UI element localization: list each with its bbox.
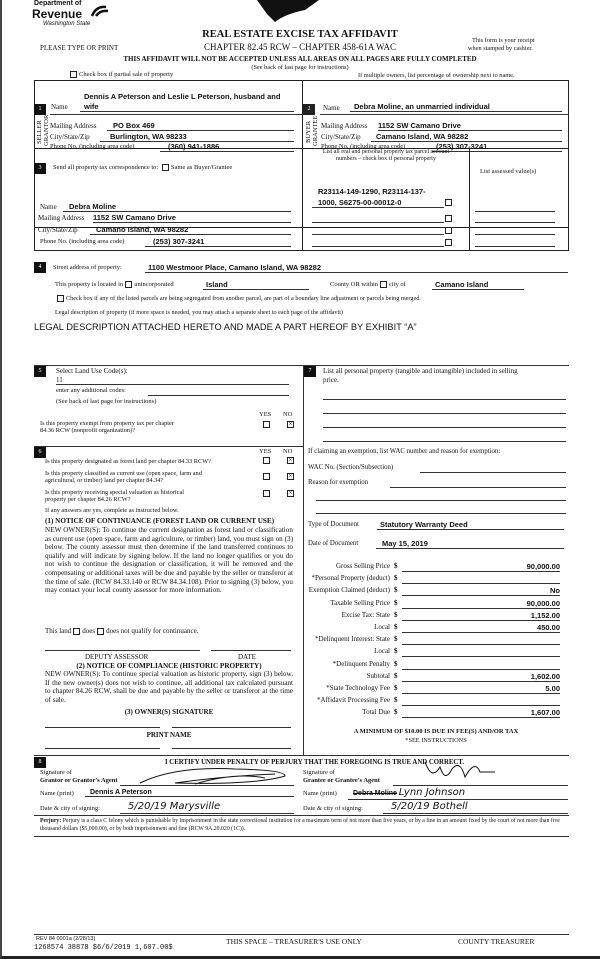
seller-phone-field[interactable]: (360) 941-1886	[160, 142, 294, 152]
doc-date-field[interactable]: May 15, 2019	[376, 539, 564, 549]
grantee-name-field[interactable]	[348, 787, 568, 800]
fee-label: Local	[374, 623, 390, 631]
partial-sale-label: Check box if partial sale of property	[79, 71, 174, 78]
buyer-city-label: City/State/Zip	[321, 133, 361, 141]
grantee-name-struck: Debra Moline	[353, 790, 397, 797]
reason-line-3[interactable]	[316, 513, 566, 514]
state-seal-shape	[255, 0, 321, 22]
grantor-date-label: Date & city of signing:	[40, 805, 100, 812]
current-use-yes-checkbox[interactable]	[263, 473, 270, 480]
perjury-text: Perjury is a class C felony which is punishable by imprisonment in the state correctional institution for a maximum term of not more than five years, or by a fine in an amount fixed by the court of not more than five thousand dollars ($5,000.00), or by both imprisonment and fine (RCW 9A.20.020 (1C)).	[40, 818, 560, 832]
fee-row	[305, 586, 565, 597]
grantee-date-label: Date & city of signing:	[303, 805, 363, 812]
fee-row	[305, 684, 565, 695]
fee-row	[305, 696, 565, 707]
wac-label: WAC No. (Section/Subsection)	[308, 464, 394, 471]
fee-row	[305, 562, 565, 573]
grantor-name-label: Name (print)	[40, 790, 74, 797]
box-divider	[302, 228, 303, 251]
currency-sign: $	[394, 684, 398, 692]
divider	[34, 755, 569, 756]
fee-row	[305, 623, 565, 634]
logo-state: Washington State	[43, 21, 91, 27]
fee-value[interactable]	[402, 696, 560, 706]
buyer-name-label: Name	[323, 104, 340, 112]
dor-logo	[28, 0, 110, 30]
divider	[34, 446, 303, 447]
buyer-grantee-label: BUYER GRANTEE	[305, 115, 319, 146]
section-number-6: 6	[34, 447, 46, 458]
reason-line-2[interactable]	[316, 500, 566, 501]
type-or-print: PLEASE TYPE OR PRINT	[40, 44, 119, 52]
buyer-name-field[interactable]: Debra Moline, an unmarried individual	[350, 102, 562, 112]
corr-phone-label: Phone No. (including area code)	[40, 238, 125, 245]
historical-yes-checkbox[interactable]	[263, 490, 270, 497]
deputy-assessor-label: DEPUTY ASSESSOR	[85, 653, 149, 661]
doc-type-label: Type of Document	[308, 521, 359, 528]
personal-property-line-1[interactable]	[323, 399, 566, 400]
if-yes-instruction: If any answers are yes, complete as instructed below.	[45, 507, 179, 514]
fee-label: *Personal Property (deduct)	[311, 574, 390, 583]
fee-value[interactable]	[402, 574, 560, 584]
parcel-header-1: List all real and personal property tax parcel account	[322, 149, 450, 155]
section-number-8: 8	[34, 757, 46, 768]
chapter-subtitle: CHAPTER 82.45 RCW – CHAPTER 458-61A WAC	[204, 42, 396, 52]
grantor-name-field[interactable]: Dennis A Peterson	[85, 789, 294, 797]
nonprofit-yes-checkbox[interactable]	[263, 421, 270, 428]
q-line: Is this property classified as current use (open space, farm and	[45, 470, 202, 477]
parcel-header	[304, 149, 468, 163]
q-line: Is this property receiving special valuation as historical	[45, 489, 185, 496]
location-row	[55, 281, 174, 288]
reason-field[interactable]	[390, 487, 566, 488]
partial-sale-checkbox-row	[68, 71, 173, 78]
legal-description-label: Legal description of property (if more space is needed, you may attach a separate sheet to each page of the affidavit)	[55, 309, 343, 316]
legal-description-text[interactable]: LEGAL DESCRIPTION ATTACHED HERETO AND MADE A PART HEREOF BY EXHIBIT “A”	[34, 322, 417, 332]
doc-date-label: Date of Document	[308, 540, 359, 547]
owner-signature-label: (3) OWNER(S) SIGNATURE	[124, 708, 214, 716]
currency-sign: $	[394, 647, 398, 656]
historical-question	[45, 489, 184, 503]
currency-sign: $	[394, 696, 398, 705]
fee-label: Taxable Selling Price	[330, 598, 390, 607]
fee-label: Exemption Claimed (deduct)	[308, 586, 390, 595]
grantor-sig-label: Signature of	[40, 769, 72, 776]
fee-row	[305, 660, 565, 671]
correspondence-label: Send all property tax correspondence to:	[53, 164, 159, 171]
seller-name-label: Name	[51, 103, 68, 111]
divider	[34, 815, 569, 816]
section-number-7: 7	[304, 366, 316, 377]
corr-city-field[interactable]: Camano Island, WA 98282	[90, 225, 291, 235]
does-not-label: does not qualify for continuance.	[106, 627, 199, 635]
notice-compliance-title: (2) NOTICE OF COMPLIANCE (HISTORIC PROPERTY)	[76, 662, 262, 670]
parcel-numbers-line2[interactable]: 1000, S6275-00-00012-0	[312, 198, 444, 208]
does-qualify-checkbox[interactable]	[73, 628, 80, 635]
divider	[34, 836, 569, 837]
grantee-signature-line[interactable]	[393, 785, 568, 786]
logo-agency: Revenue	[32, 7, 83, 21]
corr-name-field[interactable]: Debra Moline	[63, 202, 291, 212]
divider	[34, 934, 569, 935]
q-line: Is this property exempt from property tax per chapter	[40, 420, 174, 427]
currency-sign: $	[394, 623, 398, 631]
city-row	[330, 281, 406, 288]
same-as-buyer-checkbox[interactable]	[162, 164, 169, 171]
treasurer-use-label: THIS SPACE – TREASURER'S USE ONLY	[226, 937, 362, 946]
fee-label: Excise Tax: State	[341, 610, 390, 619]
q-line: 84.36 RCW (nonprofit organization)?	[40, 427, 135, 434]
buyer-address-field[interactable]: 1152 SW Camano Drive	[378, 121, 562, 131]
fee-label: *Delinquent Penalty	[332, 659, 390, 668]
fee-row	[305, 635, 565, 646]
section-number-5: 5	[34, 366, 46, 377]
minimum-due-note: A MINIMUM OF $10.00 IS DUE IN FEE(S) AND/OR TAX	[353, 728, 519, 735]
seller-name-line2[interactable]: wife	[80, 102, 294, 112]
column-divider	[303, 365, 304, 755]
additional-codes-field[interactable]	[148, 395, 289, 396]
buyer-phone-field[interactable]: (253) 307-3241	[432, 142, 562, 152]
certify-statement: I CERTIFY UNDER PENALTY OF PERJURY THAT THE FOREGOING IS TRUE AND CORRECT.	[164, 759, 465, 766]
wac-field[interactable]	[420, 472, 566, 473]
q-line: property per chapter 84.26 RCW?	[45, 496, 131, 503]
land-use-instructions: (See back of last page for instructions)	[56, 398, 157, 405]
buyer-phone-label: Phone No. (including area code)	[321, 143, 406, 150]
city-checkbox[interactable]	[380, 281, 387, 288]
corr-address-field[interactable]: 1152 SW Camano Drive	[93, 213, 291, 223]
fee-label: *Delinquent Interest: State	[314, 635, 390, 644]
current-use-no-checkbox[interactable]: ×	[288, 472, 293, 480]
no-header: NO	[283, 448, 293, 455]
grantee-date-city-field[interactable]: 5/20/19 Bothell	[383, 801, 568, 814]
grantee-name-label: Name (print)	[303, 790, 337, 797]
q-line: agricultural, or timber) land per chapter 84.34?	[45, 477, 164, 484]
this-land-label: This land	[45, 627, 72, 635]
grantee-name-handwritten: Lynn Johnson	[398, 787, 466, 798]
fee-label: *State Technology Fee	[326, 684, 390, 692]
seller-city-label: City/State/Zip	[50, 133, 90, 141]
grantor-agent-label: Grantor or Grantor's Agent	[40, 777, 118, 784]
date-label: DATE	[238, 653, 256, 661]
correspondence-row	[53, 164, 232, 171]
grantee-signature	[420, 757, 500, 784]
divider	[34, 365, 569, 366]
buyer-address-label: Mailing Address	[321, 122, 368, 130]
section-number-1: 1	[34, 104, 46, 115]
date-line[interactable]	[211, 650, 291, 651]
fee-value[interactable]: No	[402, 586, 560, 596]
current-use-question	[45, 470, 202, 484]
doc-type-field[interactable]: Statutory Warranty Deed	[377, 520, 564, 530]
fee-value[interactable]: 1,602.00	[402, 672, 560, 682]
assessed-value-1[interactable]	[475, 211, 555, 212]
section-number-4: 4	[34, 262, 46, 273]
parcel-header-2: numbers – check box if personal property	[336, 156, 436, 162]
parcel-numbers-line1[interactable]: R23114-149-1290, R23114-137-	[318, 187, 426, 196]
county-treasurer-label: COUNTY TREASURER	[458, 937, 535, 946]
print-name-line-2[interactable]	[172, 748, 291, 749]
fee-value[interactable]: 1,152.00	[402, 611, 560, 621]
fee-value[interactable]	[402, 647, 560, 657]
qualify-row	[45, 627, 198, 635]
currency-sign: $	[394, 635, 398, 644]
section-number-3: 3	[34, 163, 46, 174]
personal-property-line-4[interactable]	[323, 441, 566, 442]
street-address-label: Street address of property:	[53, 264, 122, 271]
seller-address-field[interactable]: PO Box 469	[107, 121, 294, 131]
grantor-date-city-field[interactable]: 5/20/19 Marysville	[120, 801, 294, 814]
fee-row	[305, 611, 565, 622]
personal-property-line-2[interactable]	[323, 413, 566, 414]
fee-value[interactable]: 450.00	[402, 623, 560, 633]
nonprofit-no-checkbox[interactable]: ×	[288, 420, 293, 428]
form-title: REAL ESTATE EXCISE TAX AFFIDAVIT	[202, 29, 398, 40]
corr-phone-field[interactable]: (253) 307-3241	[145, 237, 291, 247]
perjury-label: Perjury:	[40, 818, 62, 824]
partial-sale-checkbox[interactable]	[70, 71, 77, 78]
logo-wave-icon	[90, 4, 110, 18]
pp-line: price.	[323, 376, 339, 384]
currency-sign: $	[394, 610, 398, 619]
grantee-sig-label: Signature of	[303, 769, 335, 776]
forest-yes-checkbox[interactable]	[263, 457, 270, 464]
seller-phone-label: Phone No. (including area code)	[50, 143, 135, 150]
historical-no-checkbox[interactable]: ×	[288, 489, 293, 497]
fee-label: *Affidavit Processing Fee	[317, 696, 390, 705]
cashier-stamp: 1268574 38878 $6/6/2019 1,607.00$	[34, 944, 173, 952]
personal-property-checkbox-1[interactable]	[445, 199, 452, 206]
yes-header: YES	[259, 411, 272, 418]
notice-continuance-title: (1) NOTICE OF CONTINUANCE (FOREST LAND OR CURRENT USE)	[45, 517, 275, 525]
land-use-label: Select Land Use Code(s):	[56, 367, 128, 375]
form-revision: REV 84 0001a (2/28/13)	[36, 936, 96, 942]
yes-header: YES	[259, 448, 272, 455]
pp-line: List all personal property (tangible and intangible) included in selling	[323, 367, 518, 375]
county-or-label: County OR within	[330, 281, 379, 288]
grantee-agent-label: Grantee or Grantee's Agent	[303, 777, 380, 784]
seller-address-label: Mailing Address	[50, 122, 97, 130]
corr-name-label: Name	[40, 203, 57, 211]
notice-continuance-text: NEW OWNER(S): To continue the current designation as forest land or classification as current use (open space, farm and agriculture, or timber) land, you must sign on (3) below. The county assessor must then determine if the land transferred continues to qualify and will indicate by signing below. If the land no longer qualifies or you do not wish to continue the designation or classification, it will be removed and the compensating or additional taxes will be due and payable by the seller or transferor at the time of sale. (RCW 84.33.140 or RCW 84.34.108). Prior to signing (3) below, you may contact your local county assessor for more information.	[45, 526, 293, 595]
assessed-values-header: List assessed value(s)	[480, 168, 537, 175]
land-use-code-field[interactable]: 11	[56, 376, 289, 385]
reason-label: Reason for exemption	[308, 479, 369, 486]
fee-row	[305, 672, 565, 683]
unincorporated-label: unincorporated	[134, 281, 174, 288]
segregated-label: Check box if any of the listed parcels are being segregated from another parcel, are part of a boundary line adjustment or parcels being merged.	[66, 295, 421, 302]
print-name-label: PRINT NAME	[146, 731, 192, 739]
currency-sign: $	[394, 671, 398, 680]
located-label: This property is located in	[55, 281, 124, 288]
segregated-row	[55, 295, 421, 302]
fee-label: Total Due	[362, 708, 390, 717]
currency-sign: $	[394, 659, 398, 668]
receipt-note-2: when stamped by cashier.	[468, 45, 533, 52]
personal-property-checkbox-2[interactable]	[445, 215, 452, 222]
deputy-assessor-line[interactable]	[45, 650, 200, 651]
currency-sign: $	[394, 574, 398, 583]
does-label: does	[82, 627, 96, 635]
grantor-signature	[135, 764, 295, 786]
receipt-note-1: This form is your receipt	[472, 37, 535, 44]
fee-row	[305, 574, 565, 585]
owner-signature-line-2[interactable]	[172, 727, 291, 728]
county-field[interactable]: Island	[203, 280, 309, 290]
no-header: NO	[283, 411, 293, 418]
currency-sign: $	[394, 598, 398, 607]
city-of-label: city of	[389, 281, 406, 288]
multiple-owners-note: If multiple owners, list percentage of ownership next to name.	[358, 72, 515, 79]
fee-label: Gross Selling Price	[335, 562, 390, 570]
currency-sign: $	[394, 708, 398, 717]
box-divider	[469, 228, 470, 251]
nonprofit-question	[40, 420, 174, 434]
fee-row	[305, 708, 565, 719]
seller-grantor-label: SELLER GRANTOR	[36, 114, 50, 146]
segregated-checkbox[interactable]	[57, 295, 64, 302]
personal-property-line-3[interactable]	[323, 427, 566, 428]
seller-name-line1[interactable]: Dennis A Peterson and Leslie L Peterson, husband and	[84, 92, 281, 101]
completion-warning: THIS AFFIDAVIT WILL NOT BE ACCEPTED UNLESS ALL AREAS ON ALL PAGES ARE FULLY COMPLETED	[123, 55, 477, 63]
divider	[320, 114, 569, 115]
see-back-note: (See back of last page for instructions)	[251, 63, 349, 71]
assessed-value-2[interactable]	[475, 222, 555, 223]
corr-address-label: Mailing Address	[38, 214, 85, 222]
section-number-2: 2	[303, 104, 315, 115]
see-instructions-note: *SEE INSTRUCTIONS	[405, 737, 467, 744]
notice-compliance-text: NEW OWNER(S): To continue special valuation as historic property, sign (3) below. If the new owner(s) does not wish to continue, all additional tax calculated pursuant to chapter 84.26 RCW, shall be due and payable by the seller or transferor at the time of sale.	[45, 670, 293, 704]
unincorporated-checkbox[interactable]	[125, 281, 132, 288]
street-address-field[interactable]: 1100 Westmoor Place, Camano Island, WA 98282	[145, 263, 568, 273]
parcel-line-2[interactable]	[312, 222, 444, 223]
logo-dept: Department of	[34, 0, 82, 7]
fee-value[interactable]: 5.00	[402, 684, 560, 694]
fee-label: Subtotal	[366, 671, 390, 680]
print-name-line-1[interactable]	[45, 748, 160, 749]
does-not-qualify-checkbox[interactable]	[97, 628, 104, 635]
forest-no-checkbox[interactable]: ×	[288, 456, 293, 464]
fee-label: Local	[374, 647, 390, 656]
exemption-label: If claiming an exemption, list WAC number and reason for exemption:	[308, 448, 501, 455]
fee-row	[305, 647, 565, 658]
same-as-buyer-label: Same as Buyer/Grantee	[170, 164, 233, 171]
fee-value[interactable]	[402, 635, 560, 645]
box-divider	[469, 148, 470, 228]
currency-sign: $	[394, 586, 398, 595]
divider	[50, 114, 302, 115]
perjury-notice	[40, 818, 568, 833]
corr-city-label: City/State/Zip	[38, 226, 78, 234]
fee-value[interactable]: 1,607.00	[402, 708, 560, 718]
fee-row	[305, 599, 565, 610]
buyer-city-field[interactable]: Camano Island, WA 98282	[371, 132, 562, 142]
currency-sign: $	[394, 562, 398, 570]
fee-value[interactable]: 90,000.00	[402, 562, 560, 572]
box-divider	[302, 80, 303, 228]
forest-land-question: Is this property designated as forest land per chapter 84.33 RCW?	[45, 458, 211, 465]
additional-codes-label: enter any additional codes:	[56, 387, 126, 394]
owner-signature-line-1[interactable]	[45, 727, 160, 728]
fee-value[interactable]	[402, 660, 560, 670]
city-field[interactable]: Camano Island	[432, 280, 524, 290]
fee-value[interactable]: 90,000.00	[402, 599, 560, 609]
personal-property-label	[323, 367, 518, 385]
seller-city-field[interactable]: Burlington, WA 98233	[100, 132, 294, 142]
